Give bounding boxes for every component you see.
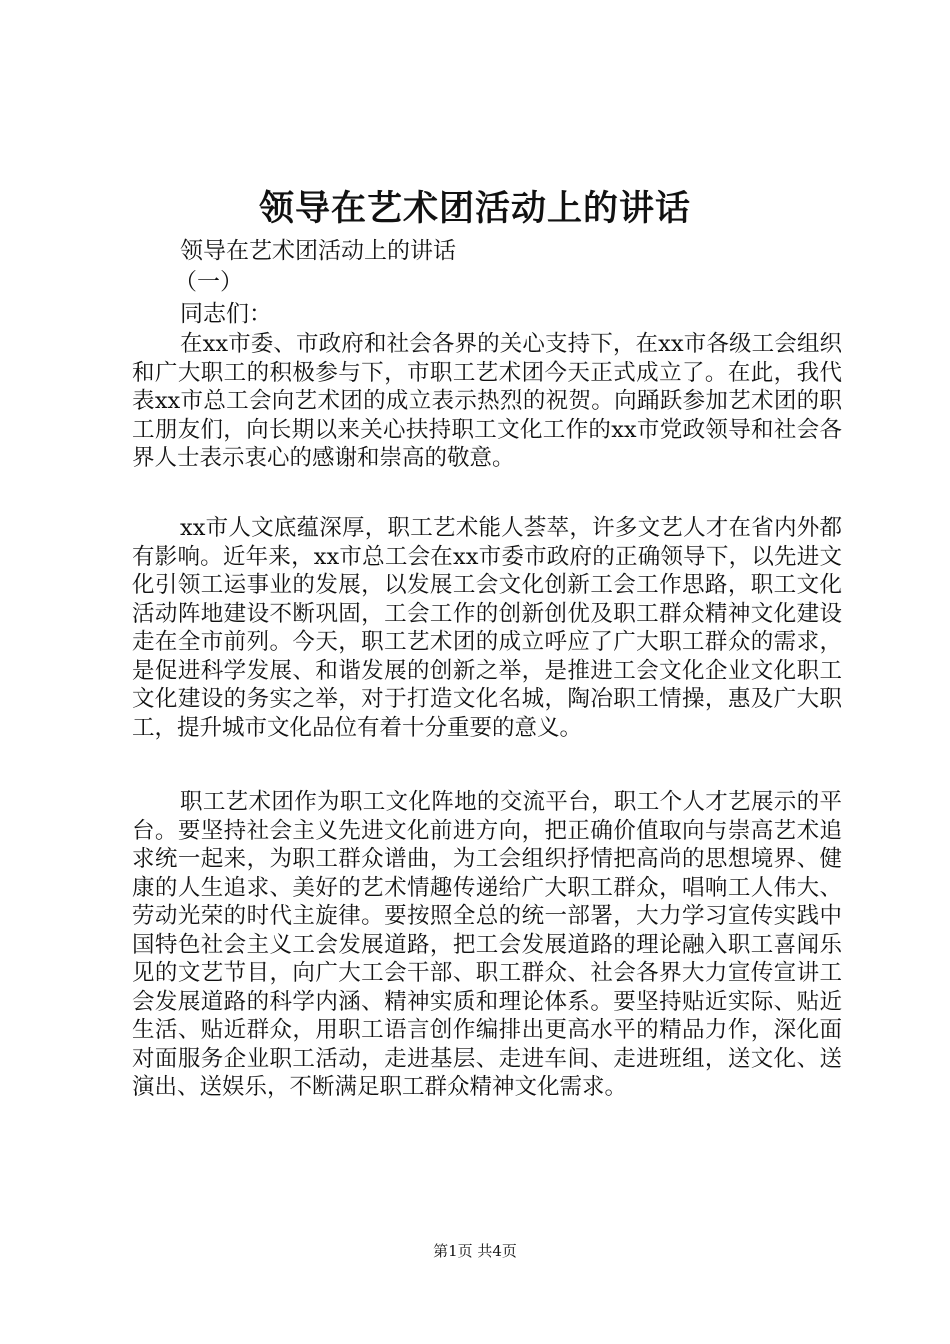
paragraph-3: 职工艺术团作为职工文化阵地的交流平台，职工个人才艺展示的平台。要坚持社会主义先进文化前进方向，把正确价值取向与崇高艺术追求统一起来，为职工群众谱曲，为工会组织抒情把高尚的思想境界、健康的人生追求、美好的艺术情趣传递给广大职工群众，唱响工人伟大、劳动光荣的时代主旋律。要按照全总的统一部署，大力学习宣传实践中国特色社会主义工会发展道路，把工会发展道路的理论融入职工喜闻乐见的文艺节目，向广大工会干部、职工群众、社会各界大力宣传宣讲工会发展道路的科学内涵、精神实质和理论体系。要坚持贴近实际、贴近生活、贴近群众，用职工语言创作编排出更高水平的精品力作，深化面对面服务企业职工活动，走进基层、走进车间、走进班组，送文化、送演出、送娱乐，不断满足职工群众精神文化需求。 (132, 789, 842, 1100)
section-label: （一） (174, 269, 243, 295)
paragraph-2: xx市人文底蕴深厚，职工艺术能人荟萃，许多文艺人才在省内外都有影响。近年来，xx市总工会在xx市委市政府的正确领导下，以先进文化引领工运事业的发展，以发展工会文化创新工会工作思路，职工文化活动阵地建设不断巩固，工会工作的创新创优及职工群众精神文化建设走在全市前列。今天，职工艺术团的成立呼应了广大职工群众的需求，是促进科学发展、和谐发展的创新之举，是推进工会文化企业文化职工文化建设的务实之举，对于打造文化名城，陶冶职工情操，惠及广大职工，提升城市文化品位有着十分重要的意义。 (132, 515, 842, 741)
page-footer: 第1页 共4页 (433, 1242, 517, 1260)
document-title: 领导在艺术团活动上的讲话 (258, 188, 691, 229)
salutation: 同志们： (180, 301, 272, 327)
paragraph-1: 在xx市委、市政府和社会各界的关心支持下，在xx市各级工会组织和广大职工的积极参与下，市职工艺术团今天正式成立了。在此，我代表xx市总工会向艺术团的成立表示热烈的祝贺。向踊跃参加艺术团的职工朋友们，向长期以来关心扶持职工文化工作的xx市党政领导和社会各界人士表示衷心的感谢和崇高的敬意。 (132, 331, 842, 471)
document-subtitle: 领导在艺术团活动上的讲话 (180, 238, 456, 264)
